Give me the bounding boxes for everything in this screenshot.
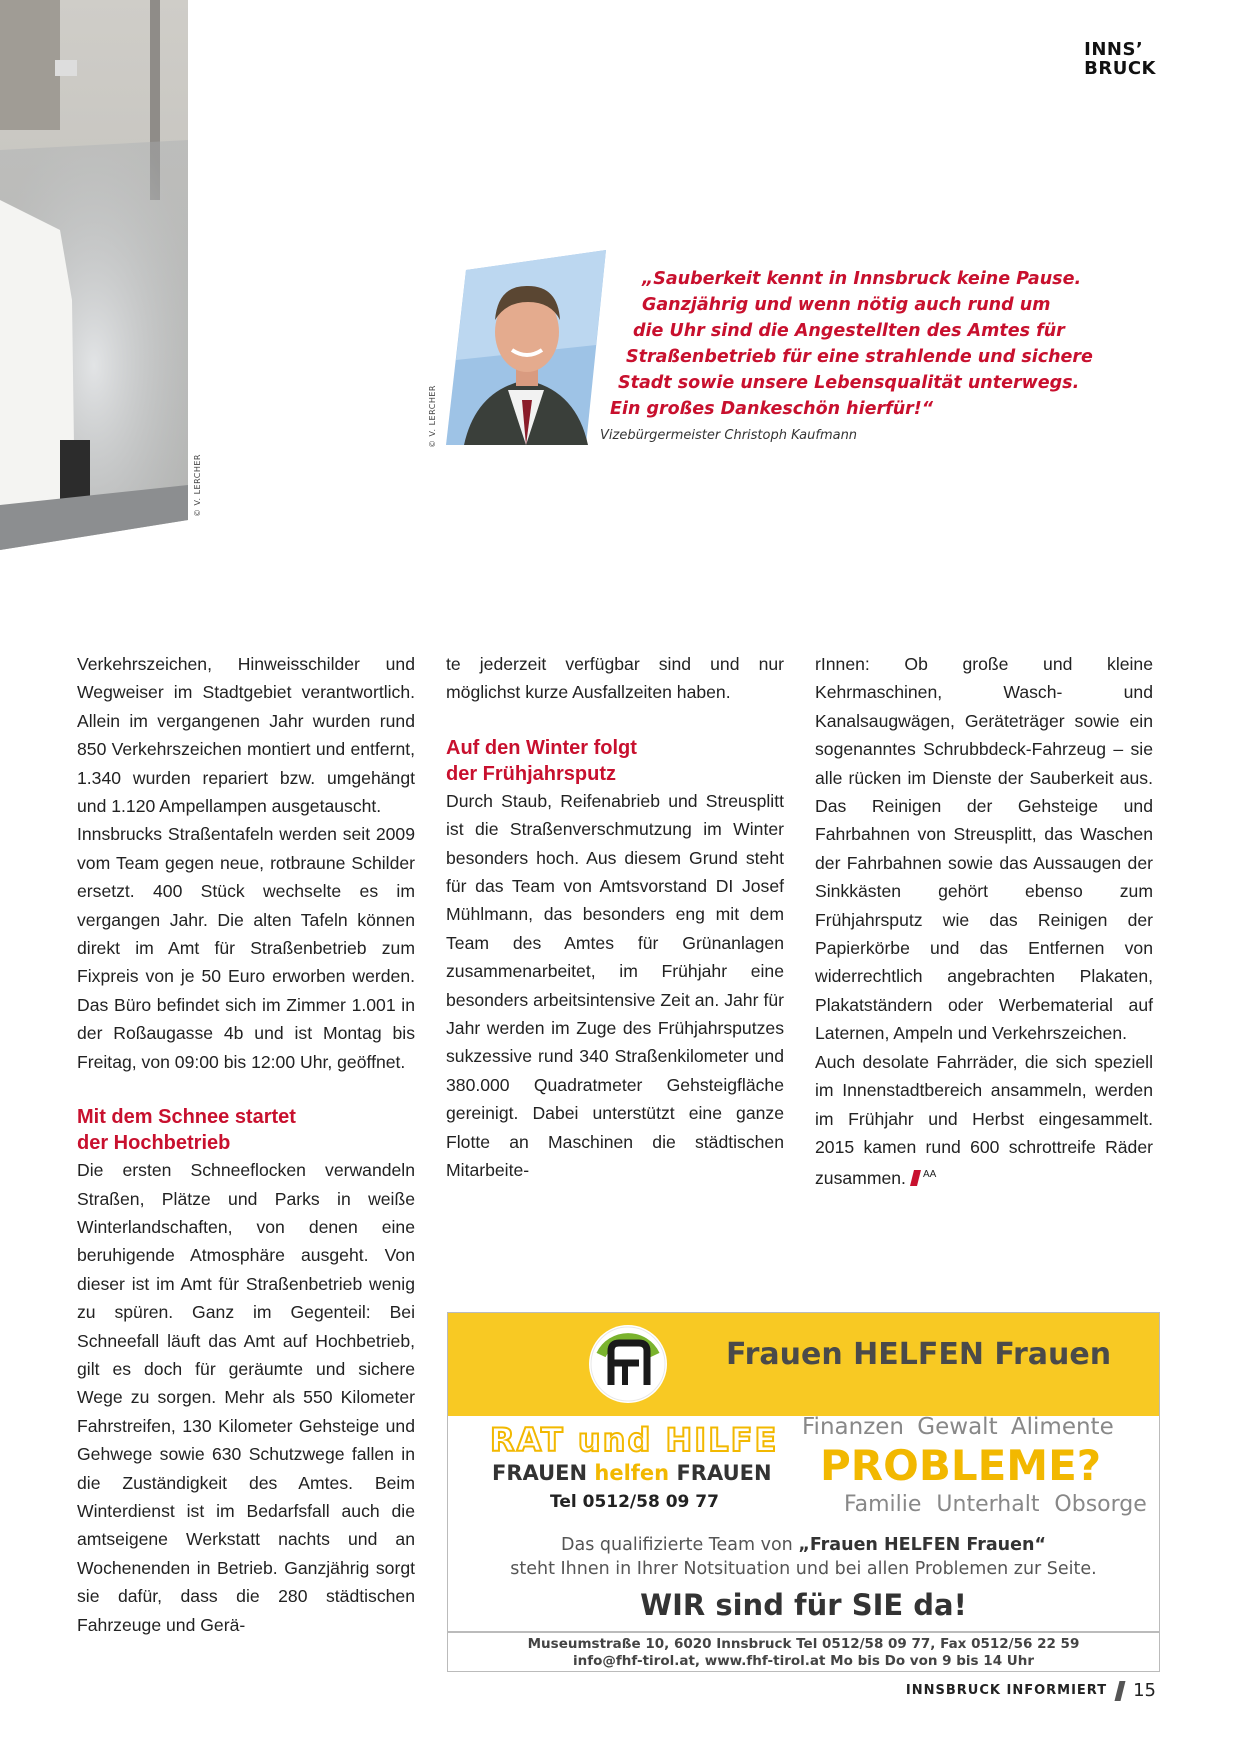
heading-line: Auf den Winter folgt — [446, 736, 637, 759]
section-heading — [446, 735, 784, 787]
paragraph: rInnen: Ob große und kleine Kehrmaschinen, Wasch- und Kanalsaugwägen, Geräteträger sowie ein sogenanntes Schrubbdeck-Fahrzeug – sie alle rücken im Dienste der Sauberkeit aus. Das Reinigen der Gehsteige und Fahrbahnen von Streusplitt, das Waschen der Fahrbahnen sowie das Aussaugen der Sinkkästen gehört ebenso zum Frühjahrsputz wie das Reinigen der Papierkörbe und das Entfernen von widerrechtlich angebrachten Plakaten, Plakatständern oder Werbematerial auf Laternen, Ampeln und Verkehrszeichen. — [815, 654, 1153, 1044]
paragraph: Verkehrszeichen, Hinweisschilder und Wegweiser im Stadtgebiet verantwortlich. Allein im vergangenen Jahr wurden rund 850 Verkehrszeichen montiert und entfernt, 1.340 wurden repariert bzw. umgehängt und 1.120 Ampellampen ausgetauscht. — [77, 654, 415, 817]
photo-credit-left: © V. LERCHER — [193, 454, 202, 517]
ad-fhf-highlight: helfen — [594, 1461, 670, 1485]
ad-rat-und-hilfe: RAT und HILFE — [490, 1421, 779, 1459]
street-cleaning-photo — [0, 0, 188, 550]
paragraph: Durch Staub, Reifenabrieb und Streusplitt ist die Straßenverschmutzung im Winter besonders hoch. Aus diesem Grund steht für das Team von Amtsvorstand DI Josef Mühlmann, das besonders eng mit dem Team des Amtes für Grünanlagen zusammenarbeitet, im Frühjahr eine besonders arbeitsintensive Zeit an. Jahr für Jahr werden im Zuge des Frühjahrsputzes sukzessive rund 340 Straßenkilometer und 380.000 Quadratmeter Gehsteigfläche gereinigt. Dabei unterstützt eine ganze Flotte an Maschinen die städtischen Mitarbeite- — [446, 790, 784, 1181]
paragraph: te jederzeit verfügbar sind und nur möglichst kurze Ausfallzeiten haben. — [446, 654, 784, 703]
footer-separator-icon — [1115, 1681, 1126, 1701]
article-column-3 — [815, 650, 1153, 1193]
author-initials: AA — [922, 1169, 937, 1181]
photo-credit-portrait: © V. LERCHER — [428, 385, 437, 448]
ad-fhf-part: FRAUEN — [669, 1461, 772, 1485]
heading-line: der Frühjahrsputz — [446, 762, 617, 785]
fhf-logo-icon — [589, 1325, 667, 1403]
quote-line: Ein großes Dankeschön hierfür!“ — [610, 399, 934, 419]
ad-team-line-2: steht Ihnen in Ihrer Notsituation und bei allen Problemen zur Seite. — [510, 1559, 1097, 1579]
pull-quote — [600, 266, 1093, 422]
quote-line: die Uhr sind die Angestellten des Amtes für — [633, 321, 1065, 341]
quote-line: „Sauberkeit kennt in Innsbruck keine Pause. — [642, 269, 1082, 289]
ad-slogan: WIR sind für SIE da! — [640, 1588, 967, 1622]
logo-line-2: BRUCK — [1084, 58, 1156, 79]
publication-name: INNSBRUCK INFORMIERT — [905, 1683, 1108, 1698]
page-footer — [906, 1680, 1156, 1701]
page-number: 15 — [1133, 1680, 1156, 1701]
quote-line: Straßenbetrieb für eine strahlende und sichere — [626, 347, 1093, 367]
ad-fhf-line — [492, 1461, 772, 1485]
end-mark-icon — [910, 1170, 921, 1186]
article-column-1 — [77, 650, 415, 1639]
quote-line: Stadt sowie unsere Lebensqualität unterwegs. — [618, 373, 1080, 393]
paragraph: Die ersten Schneeflocken verwandeln Straßen, Plätze und Parks in weiße Winterlandschaften, von denen eine beruhigende Atmosphäre ausgeht. Von dieser ist im Amt für Straßenbetrieb wenig zu spüren. Ganz im Gegenteil: Bei Schneefall läuft das Amt auf Hochbetrieb, gilt es doch für geräumte und sichere Wege zu sorgen. Mehr als 550 Kilometer Fahrstreifen, 130 Kilometer Gehsteige und Gehwege sowie 630 Schutzwege fallen in die Zuständigkeit des Amtes. Beim Winterdienst ist im Bedarfsfall auch die amtseigene Werkstatt nachts und an Wochenenden in Betrieb. Ganzjährig sorgt sie dafür, dass die 280 städtischen Fahrzeuge und Gerä- — [77, 1160, 415, 1635]
ad-address: Museumstraße 10, 6020 Innsbruck Tel 0512/58 09 77, Fax 0512/56 22 59 — [527, 1636, 1080, 1652]
portrait-photo — [446, 250, 606, 445]
ad-probleme: PROBLEME? — [820, 1441, 1102, 1490]
section-heading — [77, 1104, 415, 1156]
article-column-2 — [446, 650, 784, 1185]
frauen-helfen-frauen-ad[interactable] — [447, 1312, 1160, 1672]
ad-team-name: „Frauen HELFEN Frauen“ — [798, 1535, 1046, 1555]
ad-fhf-part: FRAUEN — [492, 1461, 595, 1485]
ad-phone[interactable]: Tel 0512/58 09 77 — [550, 1492, 719, 1512]
ad-divider — [448, 1631, 1159, 1633]
quote-author: Vizebürgermeister Christoph Kaufmann — [600, 428, 858, 443]
paragraph — [815, 1048, 1153, 1193]
heading-line: Mit dem Schnee startet — [77, 1106, 296, 1129]
innsbruck-logo — [1084, 40, 1156, 78]
heading-line: der Hochbetrieb — [77, 1132, 231, 1155]
ad-title: Frauen HELFEN Frauen — [726, 1337, 1112, 1372]
paragraph: Innsbrucks Straßentafeln werden seit 2009 vom Team gegen neue, rotbraune Schilder ersetzt. 400 Stück wechselte es im vergangen Jahr. Die alten Tafeln können direkt im Amt für Straßenbetrieb zum Fixpreis von je 50 Euro erworben werden. Das Büro befindet sich im Zimmer 1.001 in der Roßaugasse 4b und ist Montag bis Freitag, von 09:00 bis 12:00 Uhr, geöffnet. — [77, 824, 415, 1072]
ad-keywords-top: Finanzen Gewalt Alimente — [802, 1414, 1114, 1440]
ad-keywords-bottom: Familie Unterhalt Obsorge — [844, 1492, 1147, 1517]
ad-team-text: Das qualifizierte Team von — [561, 1535, 799, 1555]
ad-team-line-1 — [448, 1535, 1159, 1555]
ad-contact-links[interactable]: info@fhf-tirol.at, www.fhf-tirol.at Mo bis Do von 9 bis 14 Uhr — [572, 1653, 1035, 1669]
logo-line-1: INNS’ — [1084, 39, 1144, 60]
paragraph-text: Auch desolate Fahrräder, die sich speziell im Innenstadtbereich ansammeln, werden im Frühjahr und Herbst eingesammelt. 2015 kamen rund 600 schrottreife Räder zusammen. — [815, 1051, 1153, 1189]
quote-line: Ganzjährig und wenn nötig auch rund um — [642, 295, 1051, 315]
